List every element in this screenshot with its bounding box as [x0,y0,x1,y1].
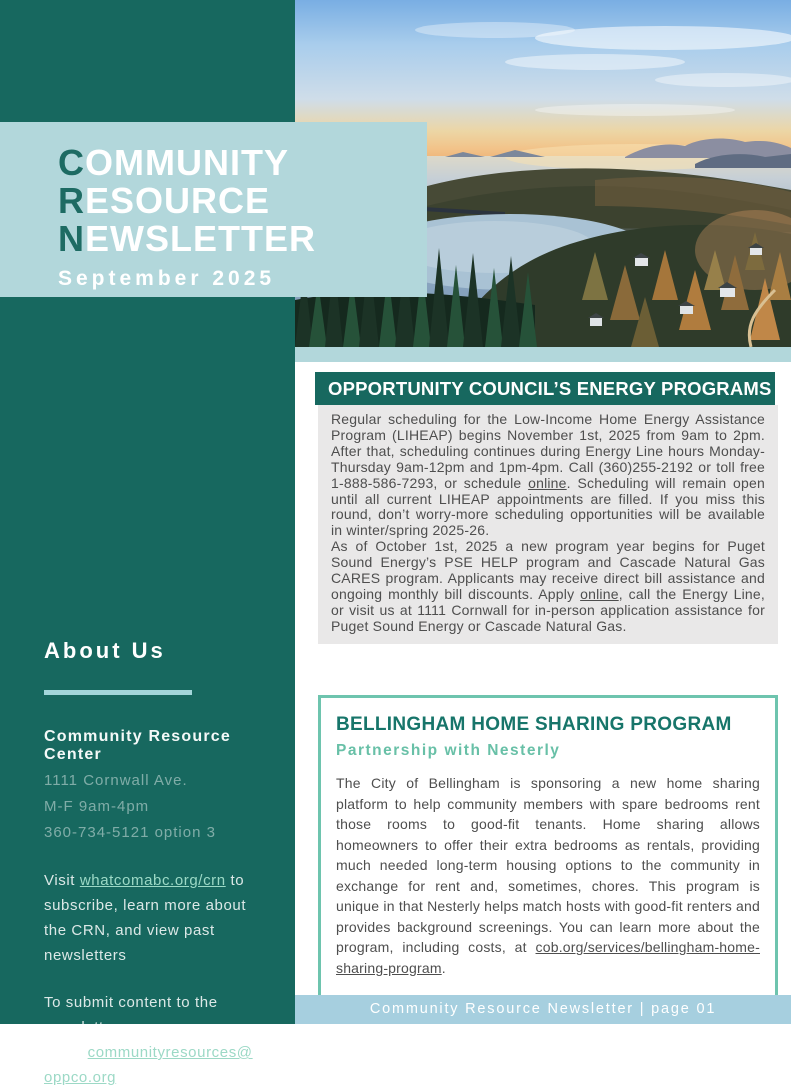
main-content [295,362,791,995]
text-segment: To submit content to the newsletter, [44,994,218,1036]
contact-hours: M-F 9am-4pm [44,798,150,815]
subscribe-paragraph [44,868,264,968]
about-us-section [44,638,264,1090]
contact-phone: 360-734-5121 option 3 [44,824,216,841]
inline-link[interactable]: oppco.org [44,1069,117,1086]
text-segment: email [44,1044,88,1061]
title-initial-r: R [58,180,85,221]
title-rest-1: OMMUNITY [85,142,289,183]
contact-info [44,768,264,846]
text-segment: The City of Bellingham is sponsoring a new home sharing platform to help community members with spare bedrooms rent those rooms to good-fit tenants. Home sharing allows homeowners to offer their extra bedrooms as rentals, providing much needed long-term housing options to the community in exchange for rent and, sometimes, chores. This program is unique in that Nesterly helps match hosts with good-fit renters and provides background screenings. You can learn more about the program, including costs, at [336,775,760,955]
newsletter-title-line-3 [58,220,427,258]
org-name: Community Resource Center [44,728,231,763]
inline-link[interactable]: online [580,585,619,602]
energy-programs-paragraph-2 [331,539,765,634]
home-sharing-body [336,773,760,978]
title-initial-n: N [58,218,85,259]
text-segment: to subscribe, learn more about the CRN, and view past newsletters [44,872,247,964]
text-segment: . [441,959,446,976]
about-us-divider [44,690,192,695]
text-segment: Visit [44,872,80,889]
inline-link[interactable]: cob.org/services/bellingham-home-sharing-program [336,939,760,976]
newsletter-title-line-2 [58,182,427,220]
text-segment: Regular scheduling for the Low-Income Home Energy Assistance Program (LIHEAP) begins November 1st, 2025 from 9am to 2pm. After that, scheduling continues during Energy Line hours Monday-Thursday 9am-12pm and 1pm-4pm. Call (360)255-2192 or toll free 1-888-586-7293, or schedule [331,411,765,491]
energy-programs-paragraph-1 [331,412,765,539]
about-us-heading: About Us [44,638,166,663]
newsletter-title-line-1 [58,144,427,182]
energy-programs-body [318,405,778,644]
home-sharing-subtitle: Partnership with Nesterly [336,742,561,759]
submit-content-paragraph [44,990,264,1090]
page-footer: Community Resource Newsletter | page 01 [295,995,791,1024]
energy-programs-header: OPPORTUNITY COUNCIL’S ENERGY PROGRAMS [315,372,775,405]
photo-bottom-accent-strip [295,347,791,362]
inline-link[interactable]: whatcomabc.org/crn [79,872,226,889]
inline-link[interactable]: online [528,474,567,491]
contact-address: 1111 Cornwall Ave. [44,772,188,789]
issue-date: September 2025 [58,267,276,290]
title-rest-2: ESOURCE [85,180,271,221]
text-segment: , call the Energy Line, or visit us at 1111 Cornwall for in-person application assistance for Puget Sound Energy or Cascade Natural Gas. [331,585,765,634]
title-rest-3: EWSLETTER [85,218,316,259]
masthead [0,122,427,297]
text-segment: . Scheduling will remain open until all current LIHEAP appointments are filled. If you miss this round, don’t worry-more scheduling opportunities will be available in winter/spring 2025-26. [331,474,765,539]
inline-link[interactable]: communityresources@ [87,1044,253,1061]
home-sharing-article [318,695,778,999]
home-sharing-title: BELLINGHAM HOME SHARING PROGRAM [336,714,732,735]
text-segment: As of October 1st, 2025 a new program year begins for Puget Sound Energy’s PSE HELP program and Cascade Natural Gas CARES program. Applicants may receive direct bill assistance and ongoing monthly bill discounts. Apply [331,538,765,602]
title-initial-c: C [58,142,85,183]
